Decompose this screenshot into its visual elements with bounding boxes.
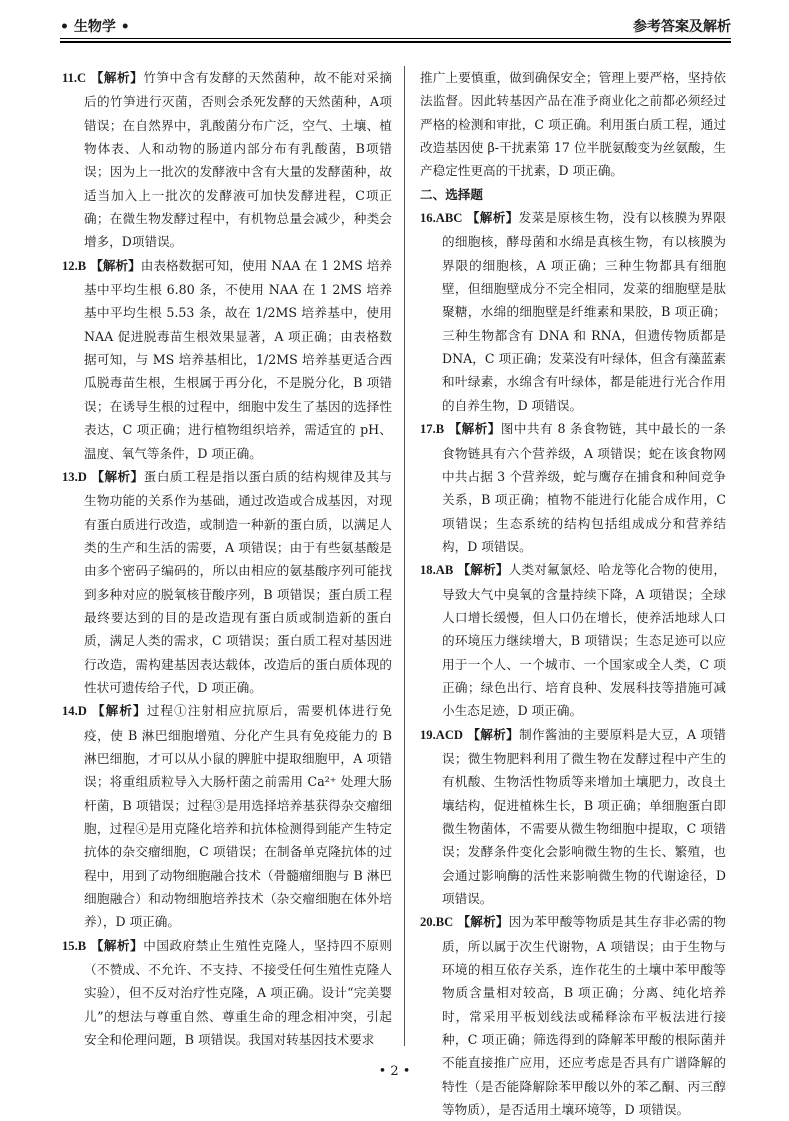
header-rule-thin	[60, 38, 731, 39]
analysis-tag: 【解析】	[90, 257, 141, 273]
answer-item	[62, 699, 392, 933]
answer-item	[420, 723, 726, 911]
answer-text: 由表格数据可知，使用 NAA 在 1 2MS 培养基中平均生根 6.80 条，不使用 NAA 在 1 2MS 培养基中平均生根 5.53 条，故在 1/2MS 培养基中，使用 NAA 促进脱毒苗生根效果显著，A 项正确；由表格数据可知，与 MS 培养基相比，1/2MS 培养基更适合西瓜脱毒苗生根，生根属于再分化，不是脱分化，B 项错误；在诱导生根的过程中，细胞中发生了基因的选择性表达，C 项正确；进行植物组织培养，需适宜的 pH、温度、氧气等条件，D 项正确。	[84, 257, 392, 461]
analysis-tag: 【解析】	[457, 562, 509, 578]
left-column	[62, 66, 392, 1051]
answer-text: 制作酱油的主要原料是大豆，A 项错误；微生物肥料利用了微生物在发酵过程中产生的有机酸、生物活性物质等来增加土壤肥力，改良土壤结构，促进植株生长，B 项正确；单细胞蛋白即微生物菌体，不需要从微生物细胞中提取，C 项错误；发酵条件变化会影响微生物的生长、繁殖，也会通过影响酶的活性来影响微生物的代谢途径，D 项错误。	[442, 726, 726, 907]
answer-item	[420, 206, 726, 417]
answer-text: 竹笋中含有发酵的天然菌种，故不能对采摘后的竹笋进行灭菌，否则会杀死发酵的天然菌种，A项错误；在自然界中，乳酸菌分布广泛，空气、土壤、植物体表、人和动物的肠道内部分布有乳酸菌，B项错误；因为上一批次的发酵液中含有大量的发酵菌种，故适当加入上一批次的发酵液可加快发酵进程，C项正确；在微生物发酵过程中，有机物总量会减少，种类会增多，D项错误。	[84, 70, 393, 250]
subject-label: • 生物学 •	[60, 19, 130, 35]
answer-item	[62, 254, 392, 465]
answer-text: 蛋白质工程是指以蛋白质的结构规律及其与生物功能的关系作为基础，通过改造或合成基因，对现有蛋白质进行改造，或制造一种新的蛋白质，以满足人类的生产和生活的需要，A 项错误；由于有些氨基酸是由多个密码子编码的，所以由相应的氨基酸序列可能找到多种对应的脱氧核苷酸序列，B 项错误；蛋白质工程最终要达到的目的是改造现有蛋白质或制造新的蛋白质，满足人类的需求，C 项错误；蛋白质工程对基因进行改造，需构建基因表达载体，改造后的蛋白质体现的性状可遗传给子代，D 项正确。	[84, 468, 393, 695]
answer-number: 15.B	[62, 938, 87, 953]
answer-number: 20.BC	[420, 915, 454, 930]
answer-item	[420, 910, 726, 1121]
answer-text: 过程①注射相应抗原后，需要机体进行免疫，使 B 淋巴细胞增殖、分化产生具有免疫能力的 B 淋巴细胞，才可以从小鼠的脾脏中提取细胞甲，A 项错误；将重组质粒导入大肠杆菌之前需用 Ca²⁺ 处理大肠杆菌，B 项错误；过程③是用选择培养基获得杂交瘤细胞，过程④是用克隆化培养和抗体检测得到能产生特定抗体的杂交瘤细胞，C 项错误；在制备单克隆抗体的过程中，用到了动物细胞融合技术（骨髓瘤细胞与 B 淋巴细胞融合）和动物细胞培养技术（杂交瘤细胞在体外培养），D 项正确。	[84, 703, 393, 930]
answer-item	[62, 465, 392, 699]
header-title: 参考答案及解析	[633, 19, 731, 35]
analysis-tag: 【解析】	[466, 210, 519, 226]
analysis-tag: 【解析】	[90, 937, 144, 953]
analysis-tag: 【解析】	[457, 914, 509, 930]
answer-item	[420, 66, 726, 183]
answer-number: 18.AB	[420, 563, 454, 578]
answer-number: 13.D	[62, 469, 87, 484]
answer-text: 推广上要慎重，做到确保安全；管理上要严格，坚持依法监督。因此转基因产品在准予商业化之前都必须经过严格的检测和审批，C 项正确。利用蛋白质工程，通过改造基因使 β-干扰素第 17 位半胱氨酸变为丝氨酸，生产稳定性更高的干扰素，D 项正确。	[420, 70, 726, 179]
answer-text: 中国政府禁止生殖性克隆人，坚持四不原则（不赞成、不允许、不支持、不接受任何生殖性克隆人实验），但不反对治疗性克隆，A 项正确。设计“完美婴儿”的想法与尊重自然、尊重生命的理念相冲突，引起安全和伦理问题，B 项错误。我国对转基因技术要求	[84, 937, 393, 1048]
page-number: • 2 •	[378, 1064, 411, 1079]
answer-item	[420, 417, 726, 558]
answer-item	[62, 934, 392, 1052]
answer-number: 11.C	[62, 71, 87, 85]
analysis-tag: 【解析】	[91, 703, 147, 719]
answer-item	[420, 558, 726, 722]
answer-number: 14.D	[62, 704, 87, 719]
page-header	[60, 16, 731, 38]
analysis-tag: 【解析】	[448, 421, 501, 437]
analysis-tag: 【解析】	[467, 726, 520, 742]
section-heading: 二、选择题	[420, 186, 483, 202]
answer-number: 16.ABC	[420, 211, 463, 226]
column-divider	[404, 66, 405, 1046]
analysis-tag: 【解析】	[91, 468, 144, 484]
answer-text: 因为苯甲酸等物质是其生存非必需的物质，所以属于次生代谢物，A 项错误；由于生物与环境的相互依存关系，连作花生的土壤中苯甲酸等物质含量相对较高，B 项正确；分离、纯化培养时，常采用平板划线法或稀释涂布平板法进行接种，C 项正确；筛选得到的降解苯甲酸的根际菌并不能直接推广应用，还应考虑是否具有广谱降解的特性（是否能降解除苯甲酸以外的苯乙酮、丙三醇等物质），是否适用土壤环境等，D 项错误。	[442, 914, 726, 1118]
right-column	[420, 66, 726, 1121]
answer-text: 人类对氟氯烃、哈龙等化合物的使用，导致大气中臭氧的含量持续下降，A 项错误；全球人口增长缓慢，但人口仍在增长，使养活地球人口的环境压力继续增大，B 项错误；生态足迹可以应用于一个人、一个城市、一个国家或全人类，C 项正确；绿色出行、培育良种、发展科技等措施可减小生态足迹，D 项正确。	[442, 562, 726, 719]
analysis-tag: 【解析】	[90, 70, 144, 85]
answer-text: 图中共有 8 条食物链，其中最长的一条食物链具有六个营养级，A 项错误；蛇在该食物网中共占据 3 个营养级，蛇与鹰存在捕食和种间竞争关系，B 项正确；植物不能进行化能合成作用，C 项错误；生态系统的结构包括组成成分和营养结构，D 项错误。	[442, 421, 726, 554]
answer-number: 12.B	[62, 258, 87, 273]
answer-number: 19.ACD	[420, 727, 464, 742]
answer-text: 发菜是原核生物，没有以核膜为界限的细胞核，酵母菌和水绵是真核生物，有以核膜为界限的细胞核，A 项正确；三种生物都具有细胞壁，但细胞壁成分不完全相同，发菜的细胞壁是肽聚糖，水绵的细胞壁是纤维素和果胶，B 项正确；三种生物都含有 DNA 和 RNA，但遗传物质都是 DNA，C 项正确；发菜没有叶绿体，但含有藻蓝素和叶绿素，水绵含有叶绿体，都是能进行光合作用的自养生物，D 项错误。	[442, 210, 727, 413]
answer-item	[62, 66, 392, 254]
header-rule-thick	[60, 41, 731, 43]
answer-number: 17.B	[420, 422, 445, 437]
